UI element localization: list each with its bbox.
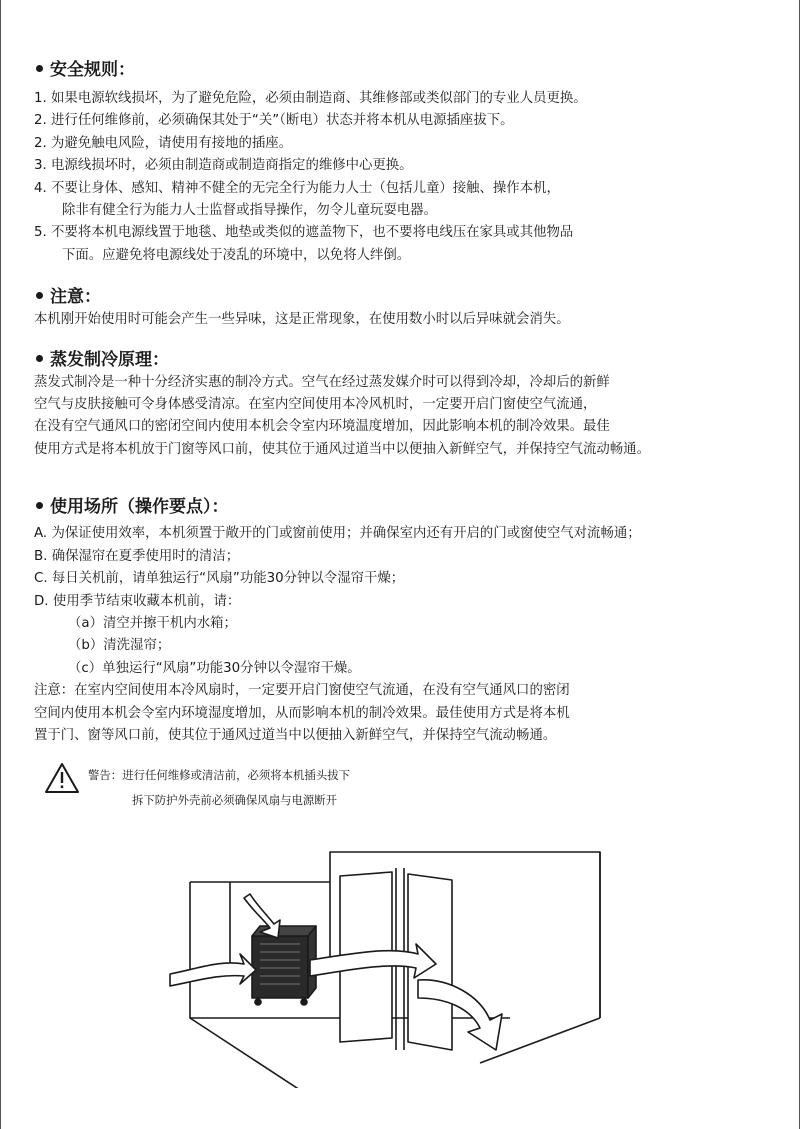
- safety-item-6-cont: 下面。应避免将电源线处于凌乱的环境中，以免将人绊倒。: [62, 247, 411, 263]
- page-border-left: [0, 0, 1, 1129]
- safety-item-1: 1. 如果电源软线损坏，为了避免危险，必须由制造商、其维修部或类似部门的专业人员更换。: [34, 91, 587, 106]
- room-floor-edge: [190, 1018, 300, 1088]
- usage-subitem-b: （b）清洗湿帘；: [68, 638, 171, 654]
- bullet-icon: [36, 355, 43, 362]
- usage-subitem-a: （a）清空并擦干机内水箱；: [68, 615, 237, 631]
- safety-item-3: 2. 为避免触电风险，请使用有接地的插座。: [34, 135, 293, 151]
- bullet-icon: [36, 65, 43, 72]
- warning-triangle-icon: [44, 762, 80, 794]
- bullet-icon: [36, 502, 43, 509]
- safety-heading: 安全规则：: [34, 58, 774, 82]
- notice-text: 本机刚开始使用时可能会产生一些异味，这是正常现象，在使用数小时以后异味就会消失。: [34, 312, 570, 328]
- bullet-icon: [36, 292, 43, 299]
- safety-item-5-cont: 除非有健全行为能力人士监督或指导操作，勿令儿童玩耍电器。: [62, 203, 437, 219]
- usage-item-c: C. 每日关机前，请单独运行“风扇”功能30分钟以令湿帘干燥；: [34, 571, 405, 587]
- safety-item-2: 2. 进行任何维修前，必须确保其处于“关”（断电）状态并将本机从电源插座拔下。: [34, 113, 514, 129]
- room-airflow-illustration: [160, 828, 630, 1088]
- document-body: [34, 58, 774, 747]
- usage-note-1: 注意：在室内空间使用本冷风扇时，一定要开启门窗使空气流通，在没有空气通风口的密闭: [34, 683, 570, 699]
- usage-subitem-c: （c）单独运行“风扇”功能30分钟以令湿帘干燥。: [68, 660, 361, 676]
- air-cooler-unit: [252, 926, 316, 1005]
- usage-item-b: B. 确保湿帘在夏季使用时的清洁；: [34, 548, 240, 564]
- principle-line-4: 使用方式是将本机放于门窗等风口前，使其位于通风过道当中以便抽入新鲜空气，并保持空气流动畅通。: [34, 441, 650, 457]
- usage-heading: 使用场所（操作要点）：: [34, 495, 774, 519]
- usage-item-d: D. 使用季节结束收藏本机前，请：: [34, 593, 241, 609]
- principle-line-1: 蒸发式制冷是一种十分经济实惠的制冷方式。空气在经过蒸发媒介时可以得到冷却，冷却后的新鲜: [34, 374, 610, 390]
- airflow-arrow-in: [170, 954, 256, 986]
- principle-line-3: 在没有空气通风口的密闭空间内使用本机会令室内环境温度增加，因此影响本机的制冷效果。最佳: [34, 419, 610, 435]
- usage-note-3: 置于门、窗等风口前，使其位于通风过道当中以便抽入新鲜空气，并保持空气流动畅通。: [34, 727, 557, 743]
- safety-item-4: 3. 电源线损坏时，必须由制造商或制造商指定的维修中心更换。: [34, 158, 413, 174]
- warning-line-2: 拆下防护外壳前必须确保风扇与电源断开: [132, 793, 338, 807]
- principle-line-2: 空气与皮肤接触可令身体感受清凉。在室内空间使用本冷风机时，一定要开启门窗使空气流通，: [34, 397, 597, 413]
- airflow-arrow-window: [244, 894, 280, 938]
- notice-heading: 注意：: [34, 285, 774, 309]
- safety-item-6: 5. 不要将本机电源线置于地毯、地垫或类似的遮盖物下，也不要将电线压在家具或其他物品: [34, 225, 574, 241]
- usage-item-a: A. 为保证使用效率，本机须置于敞开的门或窗前使用；并确保室内还有开启的门或窗使空气对流畅通；: [34, 526, 641, 542]
- usage-note-2: 空间内使用本机会令室内环境湿度增加，从而影响本机的制冷效果。最佳使用方式是将本机: [34, 705, 570, 721]
- warning-line-1: 警告：进行任何维修或清洁前，必须将本机插头拔下: [88, 768, 350, 782]
- safety-item-5: 4. 不要让身体、感知、精神不健全的无完全行为能力人士（包括儿童）接触、操作本机，: [34, 180, 560, 196]
- principle-heading: 蒸发制冷原理：: [34, 348, 774, 372]
- warning-block: [44, 762, 544, 812]
